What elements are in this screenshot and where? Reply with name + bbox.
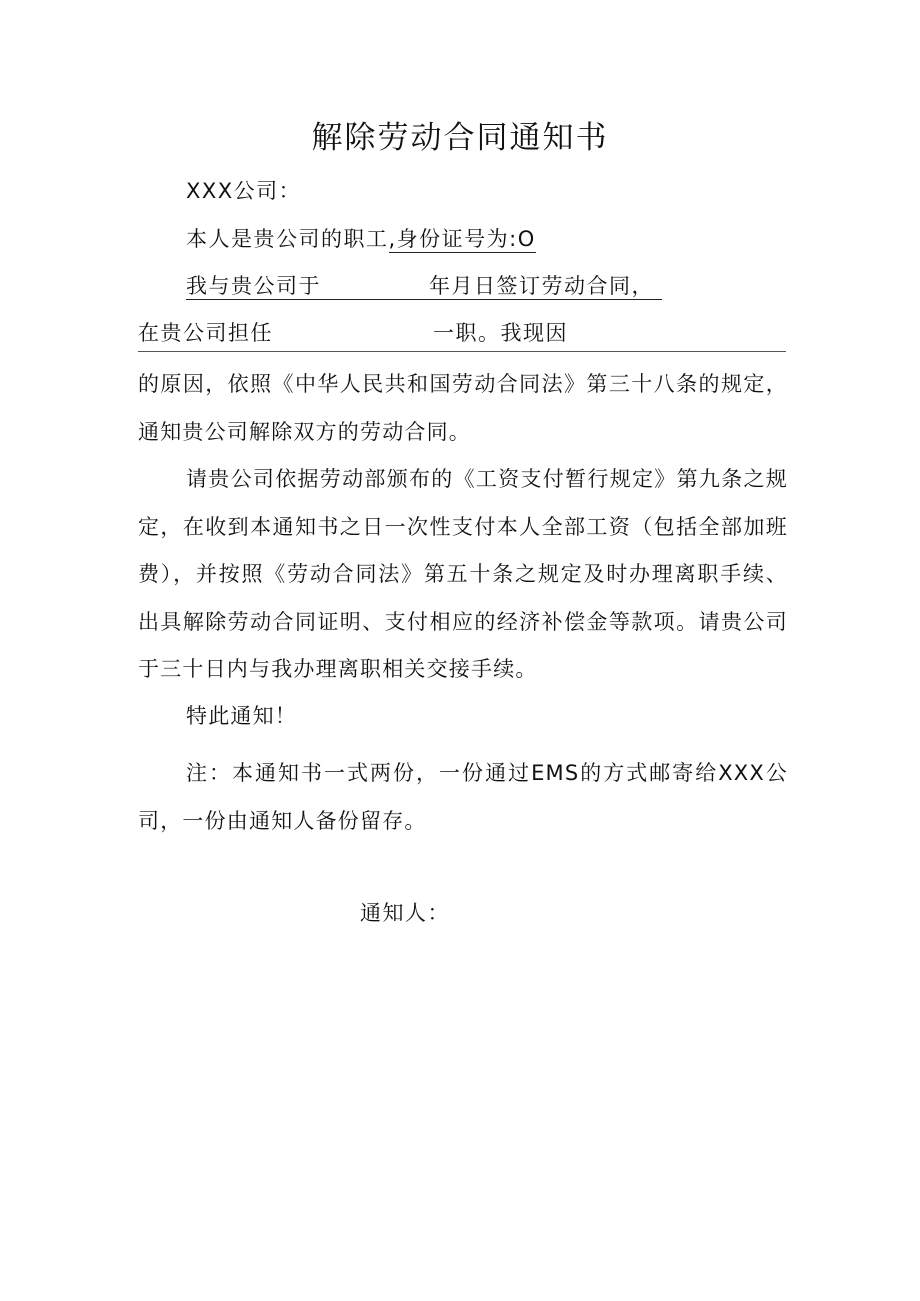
contract-date-line <box>186 271 662 301</box>
paragraph-reason: 的原因，依照《中华人民共和国劳动合同法》第三十八条的规定，通知贵公司解除双方的劳动合同。 <box>138 372 788 444</box>
contract-date-text-b: 年月日签订劳动合同， <box>429 274 654 298</box>
position-underline <box>138 351 786 352</box>
paragraph-payment-request: 请贵公司依据劳动部颁布的《工资支付暂行规定》第九条之规定，在收到本通知书之日一次性支付本人全部工资（包括全部加班费），并按照《劳动合同法》第五十条之规定及时办理离职手续、出具解除劳动合同证明、支付相应的经济补偿金等款项。请贵公司于三十日内与我办理离职相关交接手续。 <box>138 467 788 681</box>
position-line-text-b: 一职。我现因 <box>433 321 568 345</box>
salutation: XXX公司： <box>186 179 302 203</box>
position-line-text-a: 在贵公司担任 <box>138 321 273 345</box>
document-title: 解除劳动合同通知书 <box>311 120 609 156</box>
paragraph-notice: 特此通知！ <box>186 704 297 728</box>
id-number-field: ,身份证号为:O <box>388 227 536 251</box>
position-line <box>138 318 568 348</box>
contract-date-text-a: 我与贵公司于 <box>186 274 321 298</box>
signature-label: 通知人： <box>360 901 450 925</box>
contract-date-field <box>186 273 662 300</box>
employee-line <box>186 224 536 254</box>
employee-line-text: 本人是贵公司的职工 <box>186 227 389 251</box>
paragraph-note: 注：本通知书一式两份，一份通过EMS的方式邮寄给XXX公司，一份由通知人备份留存。 <box>138 761 788 833</box>
